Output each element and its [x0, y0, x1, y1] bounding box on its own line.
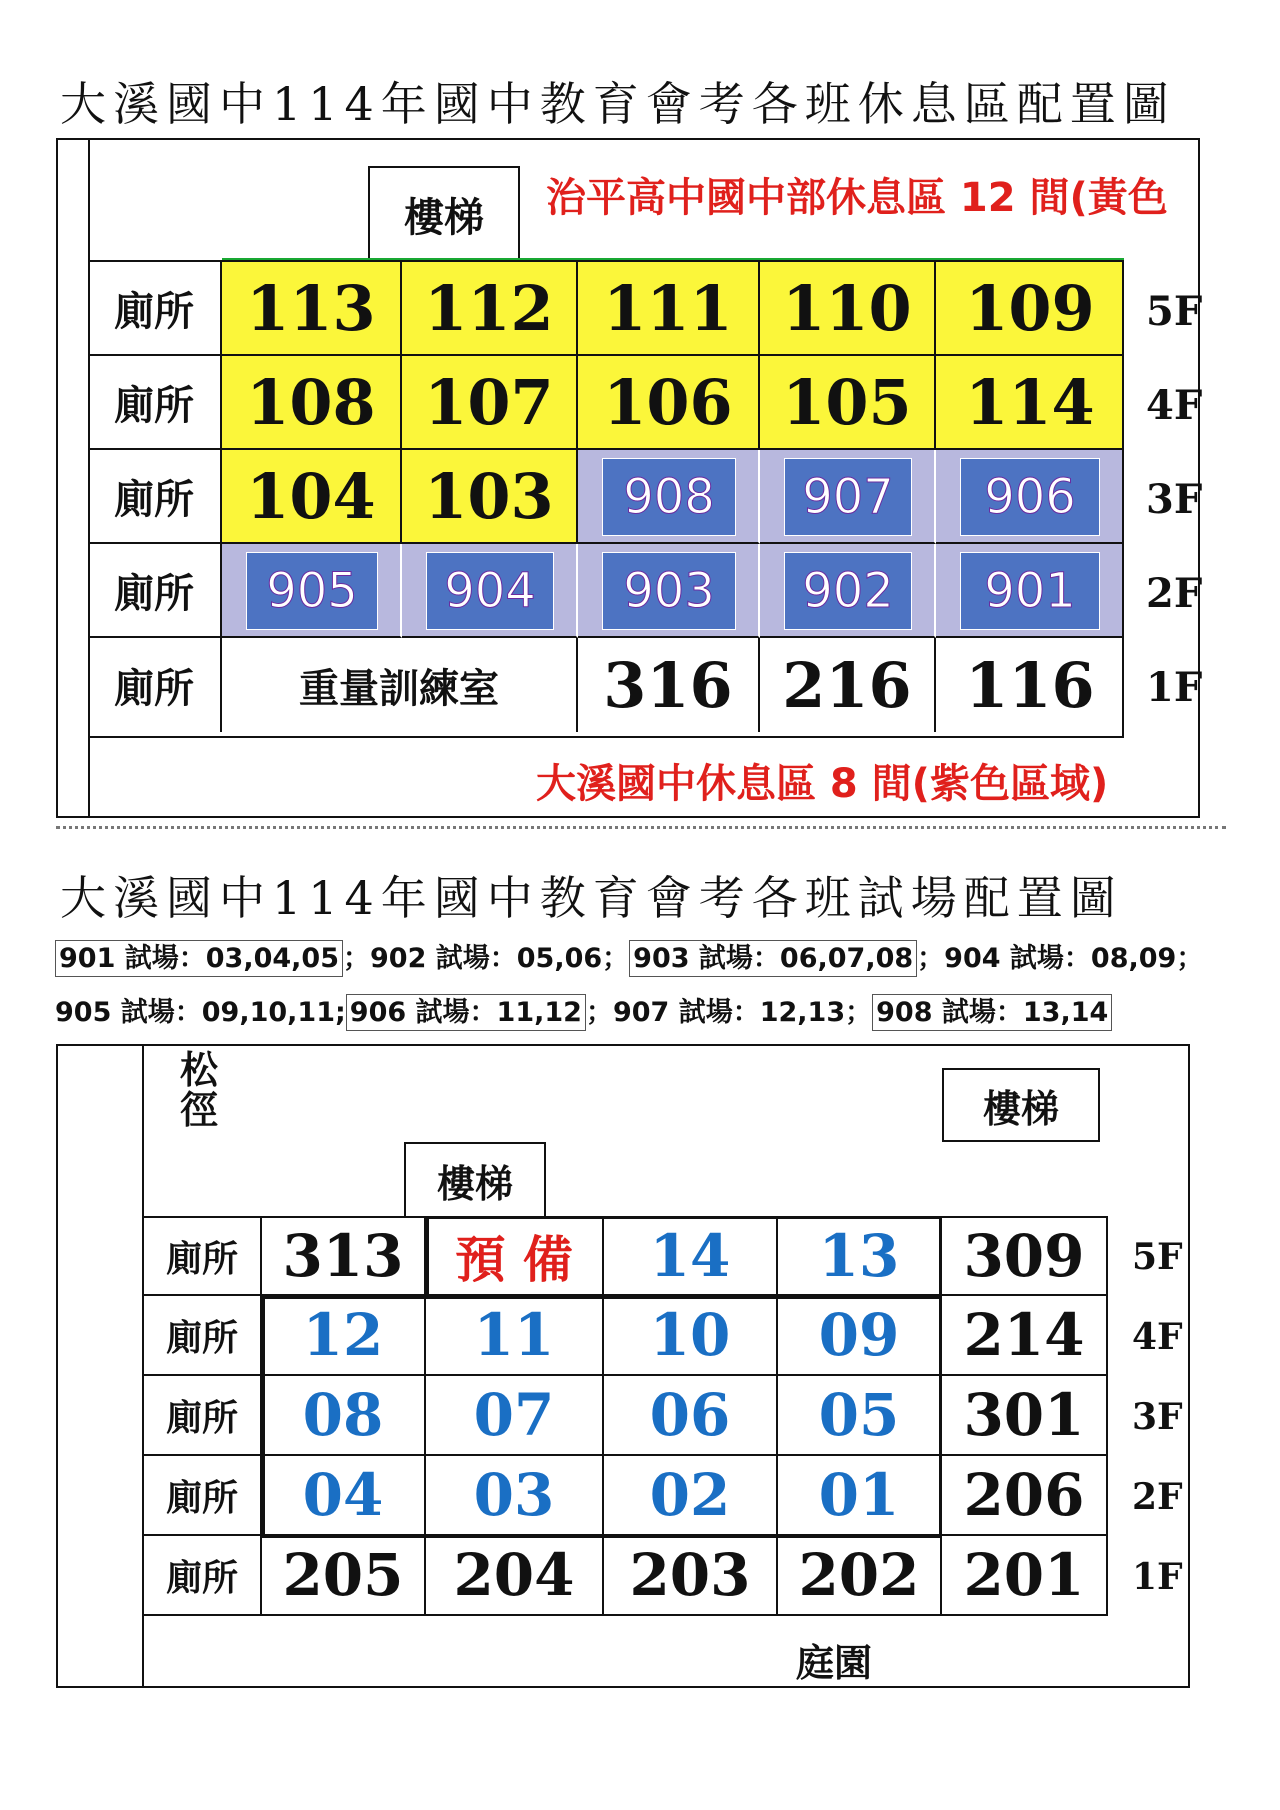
rest-room-yellow: 104	[222, 450, 402, 544]
garden-label: 庭園	[796, 1641, 873, 1685]
rest-area-title: 大溪國中114年國中教育會考各班休息區配置圖	[60, 77, 1176, 131]
toilet-label: 廁所	[142, 1536, 262, 1616]
grid-right-edge	[1122, 262, 1124, 736]
exam-room-number: 13	[778, 1216, 942, 1296]
exam-room-number: 11	[426, 1296, 604, 1376]
room-list-line-2	[55, 990, 1112, 1029]
toilet-label: 廁所	[88, 450, 222, 544]
room-assignment-903: 903 試場：06,07,08	[629, 940, 917, 977]
rest-room-yellow: 113	[222, 262, 402, 356]
stairs-label: 樓梯	[368, 166, 520, 260]
classroom-number: 313	[262, 1216, 426, 1296]
floor-label: 3F	[1146, 476, 1203, 523]
rest-room-yellow: 103	[402, 450, 578, 544]
toilet-label: 廁所	[142, 1456, 262, 1536]
rest-room-yellow: 110	[760, 262, 936, 356]
rest-cell-purple	[402, 544, 578, 638]
exam-room-number: 04	[262, 1456, 426, 1536]
toilet-label: 廁所	[142, 1376, 262, 1456]
exam-room-number: 14	[604, 1216, 778, 1296]
daxi-class-room	[602, 458, 736, 536]
rest-room-yellow: 105	[760, 356, 936, 450]
rest-cell-purple	[760, 450, 936, 544]
rest-cell-purple	[760, 544, 936, 638]
class-number: 903	[623, 563, 715, 619]
classroom-number: 204	[426, 1536, 604, 1616]
exam-room-number: 03	[426, 1456, 604, 1536]
classroom-number: 214	[942, 1296, 1108, 1376]
exam-room-number: 12	[262, 1296, 426, 1376]
room-list-line-1	[55, 936, 1203, 975]
daxi-rest-area-sign: 大溪國中休息區 8 間(紫色區域)	[536, 761, 1109, 807]
stairs-label-right: 樓梯	[942, 1068, 1100, 1142]
rest-cell-purple	[578, 450, 760, 544]
rest-room-yellow: 114	[936, 356, 1124, 450]
floor-label: 5F	[1132, 1236, 1183, 1278]
exam-room-map	[56, 1044, 1190, 1688]
floor-label: 3F	[1132, 1396, 1183, 1438]
daxi-class-room	[784, 458, 912, 536]
toilet-label: 廁所	[88, 356, 222, 450]
daxi-class-room	[784, 552, 912, 630]
rest-room-yellow: 109	[936, 262, 1124, 356]
class-number: 905	[266, 563, 358, 619]
classroom-number: 309	[942, 1216, 1108, 1296]
rest-room-yellow: 107	[402, 356, 578, 450]
floor-label: 1F	[1132, 1556, 1183, 1598]
rest-room-yellow: 111	[578, 262, 760, 356]
rest-room-yellow: 108	[222, 356, 402, 450]
toilet-label: 廁所	[142, 1296, 262, 1376]
class-number: 906	[984, 469, 1076, 525]
class-number: 907	[802, 469, 894, 525]
daxi-class-room	[426, 552, 554, 630]
rest-cell-purple	[578, 544, 760, 638]
rest-room-yellow: 106	[578, 356, 760, 450]
floor-label: 2F	[1132, 1476, 1183, 1518]
room-assignment-902: ；902 試場：05,06；	[343, 943, 630, 974]
toilet-label: 廁所	[88, 638, 222, 732]
floor-label: 4F	[1132, 1316, 1183, 1358]
exam-room-number: 09	[778, 1296, 942, 1376]
rest-cell-purple	[936, 450, 1124, 544]
room-assignment-906: 906 試場：11,12	[346, 994, 586, 1031]
room-assignment-908: 908 試場：13,14	[872, 994, 1112, 1031]
floor-label: 5F	[1146, 288, 1203, 335]
weight-training-room: 重量訓練室	[222, 638, 578, 732]
rest-cell-purple	[222, 544, 402, 638]
exam-room-number: 07	[426, 1376, 604, 1456]
room-number: 316	[578, 638, 760, 732]
rest-room-yellow: 112	[402, 262, 578, 356]
stairs-label-left: 樓梯	[404, 1142, 546, 1216]
classroom-number: 201	[942, 1536, 1108, 1616]
class-number: 908	[623, 469, 715, 525]
daxi-class-room	[960, 552, 1100, 630]
class-number: 901	[984, 563, 1076, 619]
class-number: 904	[444, 563, 536, 619]
room-assignment-904: ；904 試場：08,09；	[917, 943, 1204, 974]
reserve-room: 預 備	[426, 1216, 604, 1296]
toilet-label: 廁所	[142, 1216, 262, 1296]
room-assignment-901: 901 試場：03,04,05	[55, 940, 343, 977]
daxi-class-room	[602, 552, 736, 630]
exam-room-number: 05	[778, 1376, 942, 1456]
floor-label: 4F	[1146, 382, 1203, 429]
classroom-number: 202	[778, 1536, 942, 1616]
room-number: 216	[760, 638, 936, 732]
classroom-number: 301	[942, 1376, 1108, 1456]
exam-room-number: 10	[604, 1296, 778, 1376]
floor-label: 2F	[1146, 570, 1203, 617]
room-assignment-907: ；907 試場：12,13；	[585, 997, 873, 1028]
exam-room-number: 08	[262, 1376, 426, 1456]
classroom-number: 203	[604, 1536, 778, 1616]
rest-area-grid	[88, 260, 1203, 738]
toilet-label: 廁所	[88, 262, 222, 356]
rest-area-map	[56, 138, 1203, 818]
room-assignment-905: 905 試場：09,10,11;	[55, 997, 346, 1028]
zhiping-rest-area-sign: 治平高中國中部休息區 12 間(黃色	[546, 175, 1168, 221]
floor-label: 1F	[1146, 664, 1203, 711]
classroom-number: 206	[942, 1456, 1108, 1536]
pine-path-label: 松徑	[180, 1048, 219, 1132]
toilet-label: 廁所	[88, 544, 222, 638]
class-number: 902	[802, 563, 894, 619]
classroom-number: 205	[262, 1536, 426, 1616]
room-number: 116	[965, 648, 1095, 722]
rest-cell-purple	[936, 544, 1124, 638]
dotted-separator	[56, 826, 1226, 829]
exam-room-number: 06	[604, 1376, 778, 1456]
daxi-class-room	[960, 458, 1100, 536]
exam-room-number: 02	[604, 1456, 778, 1536]
exam-room-number: 01	[778, 1456, 942, 1536]
daxi-class-room	[246, 552, 378, 630]
exam-room-title: 大溪國中114年國中教育會考各班試場配置圖	[60, 871, 1123, 925]
